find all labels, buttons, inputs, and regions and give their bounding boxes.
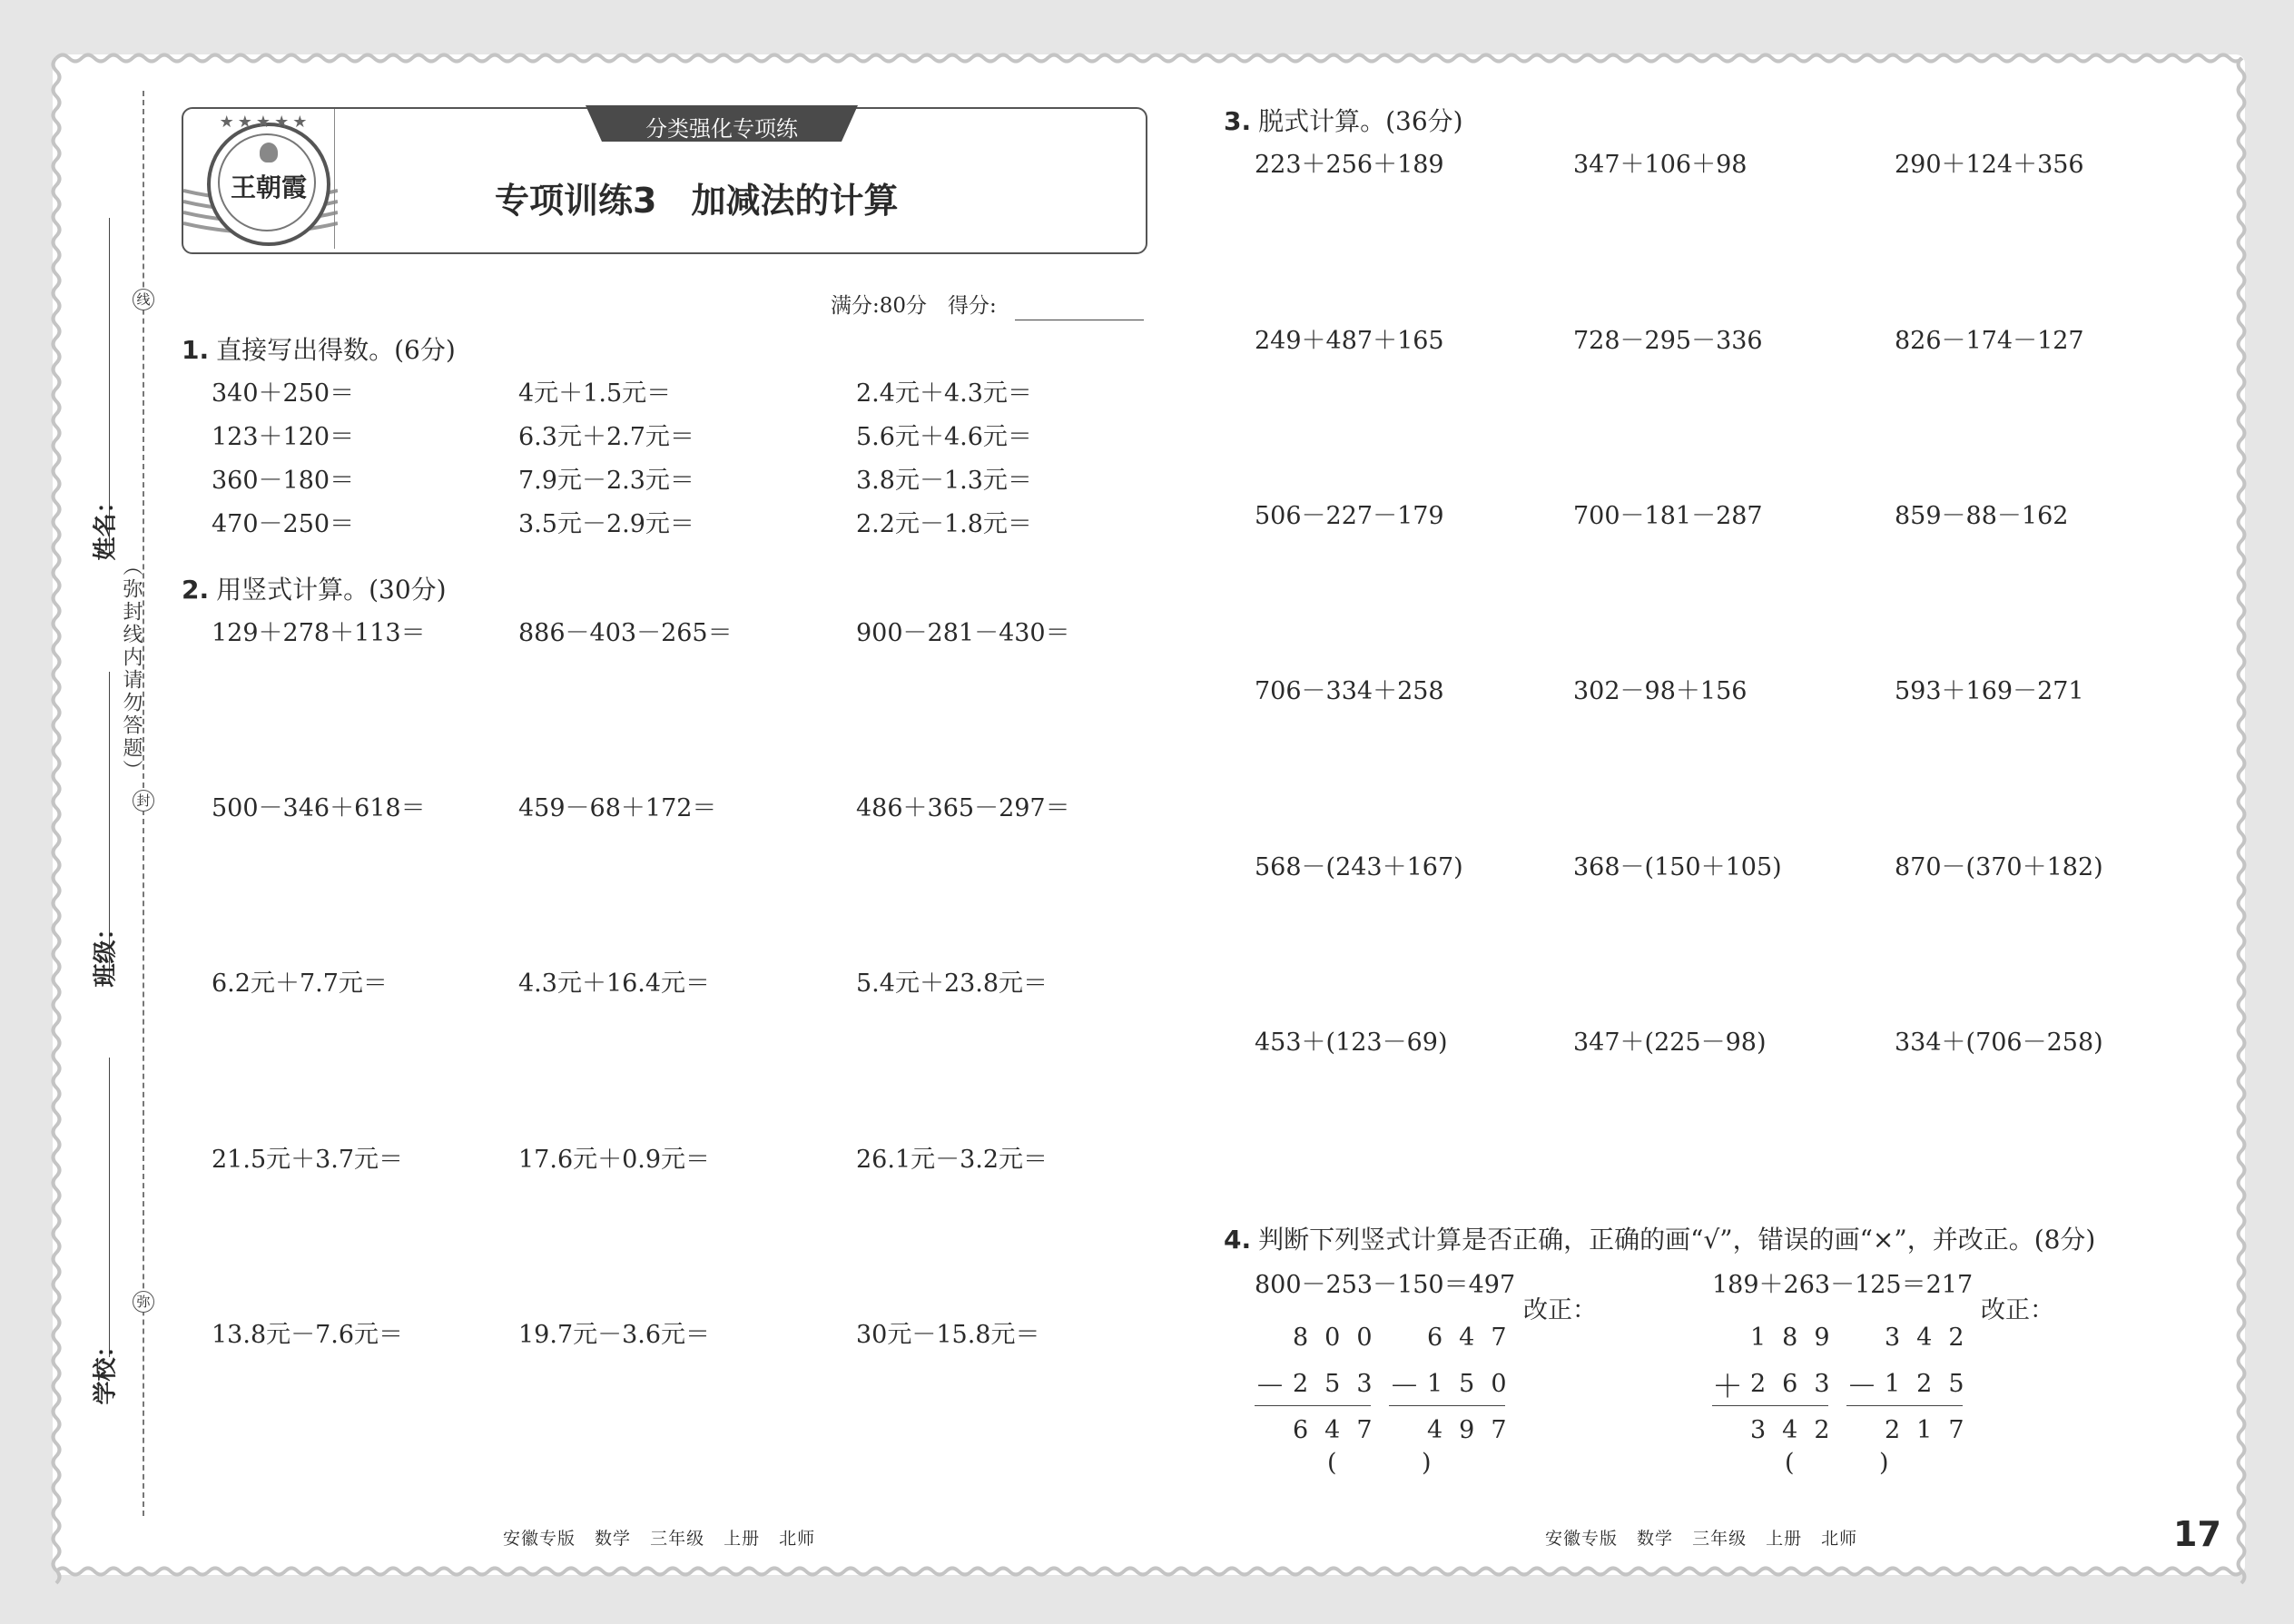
q3-item: 334＋(706－258) (1895, 1029, 2103, 1057)
q3-title (1224, 106, 1463, 136)
q1-item: 340＋250＝ (212, 379, 355, 408)
q2-item: 19.7元－3.6元＝ (518, 1321, 711, 1349)
q3-item: 453＋(123－69) (1255, 1029, 1448, 1057)
q4-number: 4. (1224, 1225, 1252, 1255)
q4-p2-c2-rule (1846, 1405, 1963, 1406)
q4-p2-equation: 189＋263－125＝217 (1712, 1271, 1974, 1299)
q1-item: 4元＋1.5元＝ (518, 379, 672, 408)
q2-item: 26.1元－3.2元＝ (856, 1146, 1049, 1174)
page-title: 专项训练3 加减法的计算 (495, 181, 899, 221)
footer-left: 安徽专版 数学 三年级 上册 北师 (503, 1529, 816, 1549)
q3-item: 368－(150＋105) (1573, 853, 1782, 881)
q2-item: 30元－15.8元＝ (856, 1321, 1040, 1349)
q4-p2-c1-rule (1712, 1405, 1828, 1406)
q3-item: 223＋256＋189 (1255, 151, 1444, 179)
q4-p1-c1-rule (1255, 1405, 1371, 1406)
q4-title (1224, 1227, 2095, 1253)
q4-p2-c1-result: 342 (1750, 1416, 1846, 1444)
q4-p2-c2-bottom: 125 (1885, 1370, 1981, 1398)
q4-p1-c2-bottom: 150 (1427, 1370, 1523, 1398)
q2-item: 17.6元＋0.9元＝ (518, 1146, 711, 1174)
q1-text: 直接写出得数。(6分) (216, 335, 456, 365)
q1-item: 2.4元＋4.3元＝ (856, 379, 1032, 408)
page-number: 17 (2173, 1514, 2221, 1554)
q3-number: 3. (1224, 106, 1252, 136)
q4-p2-paren-right: ) (1879, 1449, 1889, 1477)
q3-item: 700－181－287 (1573, 502, 1763, 530)
q3-text: 脱式计算。(36分) (1258, 106, 1463, 136)
q4-p2-c2-op: － (1846, 1369, 1877, 1405)
q3-item: 870－(370＋182) (1895, 853, 2103, 881)
q1-item: 470－250＝ (212, 510, 355, 538)
q3-item: 506－227－179 (1255, 502, 1444, 530)
logo-stars-icon: ★★★★★ (219, 113, 311, 132)
q4-p1-c2-op: － (1389, 1369, 1420, 1405)
q2-item: 5.4元＋23.8元＝ (856, 969, 1049, 998)
q2-item: 459－68＋172＝ (518, 794, 717, 822)
q4-p1-paren-left: ( (1327, 1449, 1337, 1477)
name-label: 姓名： (92, 489, 120, 561)
q3-item: 826－174－127 (1895, 327, 2084, 355)
q1-item: 3.8元－1.3元＝ (856, 467, 1032, 495)
q2-item: 6.2元＋7.7元＝ (212, 969, 388, 998)
q4-p1-c1-result: 647 (1293, 1416, 1389, 1444)
logo-badge (207, 123, 330, 246)
q3-item: 249＋487＋165 (1255, 327, 1444, 355)
q1-item: 2.2元－1.8元＝ (856, 510, 1032, 538)
q4-p1-c2-top: 647 (1427, 1324, 1523, 1352)
footer-right: 安徽专版 数学 三年级 上册 北师 (1545, 1529, 1858, 1549)
q4-p1-paren-right: ) (1422, 1449, 1432, 1477)
q1-item: 360－180＝ (212, 467, 355, 495)
q2-item: 486＋365－297＝ (856, 794, 1070, 822)
q4-p2-paren-left: ( (1785, 1449, 1795, 1477)
q4-p2-c1-op: ＋ (1712, 1369, 1743, 1405)
school-label: 学校： (92, 1334, 120, 1405)
q3-item: 347＋106＋98 (1573, 151, 1748, 179)
q4-p1-correct-label: 改正： (1523, 1296, 1597, 1324)
q2-item: 129＋278＋113＝ (212, 619, 426, 647)
q1-item: 6.3元＋2.7元＝ (518, 423, 694, 451)
seal-mark-seal: 封 (133, 790, 154, 812)
q4-p1-c1-op: － (1255, 1369, 1285, 1405)
q4-p2-c2-result: 217 (1885, 1416, 1981, 1444)
q1-item: 123＋120＝ (212, 423, 355, 451)
seal-mark-line: 线 (133, 289, 154, 310)
banner-text: 分类强化专项练 (645, 116, 798, 142)
q3-item: 706－334＋258 (1255, 677, 1444, 705)
q4-p2-c1-top: 189 (1750, 1324, 1846, 1352)
q3-item: 347＋(225－98) (1573, 1029, 1767, 1057)
q2-number: 2. (182, 575, 210, 605)
q2-item: 21.5元＋3.7元＝ (212, 1146, 404, 1174)
q4-p1-c1-top: 800 (1293, 1324, 1389, 1352)
q1-item: 7.9元－2.3元＝ (518, 467, 694, 495)
q3-item: 859－88－162 (1895, 502, 2069, 530)
q4-p2-c1-bottom: 263 (1750, 1370, 1846, 1398)
q2-item: 886－403－265＝ (518, 619, 733, 647)
q3-item: 593＋169－271 (1895, 677, 2084, 705)
header-divider (334, 109, 335, 249)
class-label: 班级： (92, 916, 120, 988)
binding-strip (54, 73, 154, 1498)
q3-item: 728－295－336 (1573, 327, 1763, 355)
school-line (109, 1058, 110, 1357)
q1-title (182, 335, 456, 365)
q4-p1-c2-rule (1389, 1405, 1505, 1406)
seal-note: （弥封线内请勿答题） (120, 556, 143, 782)
q4-p1-c2-result: 497 (1427, 1416, 1523, 1444)
q1-number: 1. (182, 335, 210, 365)
q4-p1-c1-bottom: 253 (1293, 1370, 1389, 1398)
q4-p2-correct-label: 改正： (1981, 1296, 2054, 1324)
q4-text: 判断下列竖式计算是否正确，正确的画“√”，错误的画“×”，并改正。(8分) (1258, 1225, 2096, 1255)
q2-item: 4.3元＋16.4元＝ (518, 969, 711, 998)
q3-item: 568－(243＋167) (1255, 853, 1463, 881)
logo-person-icon (260, 143, 278, 162)
q2-title (182, 577, 447, 603)
q3-item: 290＋124＋356 (1895, 151, 2084, 179)
logo-text: 王朝霞 (230, 172, 307, 202)
q2-text: 用竖式计算。(30分) (216, 575, 447, 605)
q1-item: 3.5元－2.9元＝ (518, 510, 694, 538)
q4-p1-equation: 800－253－150＝497 (1255, 1271, 1516, 1299)
q2-item: 500－346＋618＝ (212, 794, 426, 822)
seal-mark-mi: 弥 (133, 1291, 154, 1313)
q2-item: 900－281－430＝ (856, 619, 1070, 647)
q2-item: 13.8元－7.6元＝ (212, 1321, 404, 1349)
q1-item: 5.6元＋4.6元＝ (856, 423, 1032, 451)
q3-item: 302－98＋156 (1573, 677, 1748, 705)
score-line: 满分:80分 得分: (831, 294, 997, 318)
q4-p2-c2-top: 342 (1885, 1324, 1981, 1352)
